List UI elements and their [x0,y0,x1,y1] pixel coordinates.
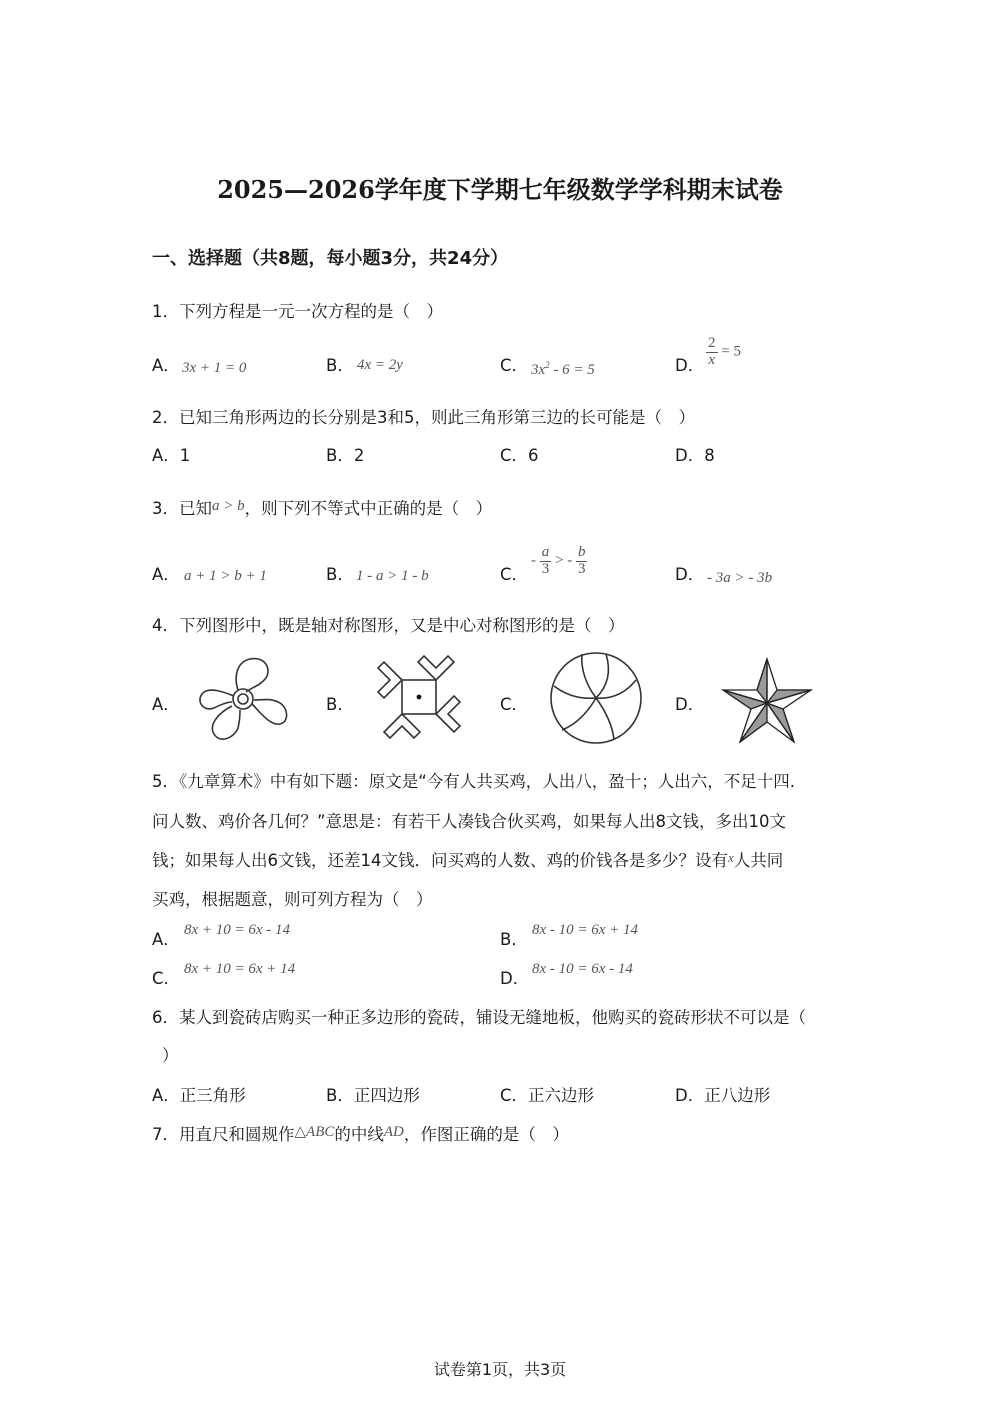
question-5-line-3 [152,847,783,871]
page-title: 2025—2026学年度下学期七年级数学学科期末试卷 [217,175,783,204]
question-7-stem [152,1121,569,1145]
q3-stem-math: a > b [212,498,245,514]
q4-option-a: A． [152,695,180,714]
question-6-line-1: 6．某人到瓷砖店购买一种正多边形的瓷砖，铺设无缝地板，他购买的瓷砖形状不可以是（ [152,1008,806,1027]
q1-d-rest: = 5 [721,343,741,360]
five-point-star-figure [720,656,814,746]
q2-option-d: D．8 [675,446,715,465]
question-5-line-1: 5．《九章算术》中有如下题：原文是“今有人共买鸡，人出八，盈十；人出六，不足十四. [152,772,796,791]
q6-option-c: C．正六边形 [500,1086,595,1105]
q1-option-d [706,336,741,369]
pinwheel-circle-figure [548,650,644,746]
q1-option-b-label: B． [326,356,354,375]
q5-line3-post: 人共同 [733,851,784,870]
q1-option-d-label: D． [675,356,705,375]
q5-variable: x [728,850,734,865]
q7-median: AD [383,1124,404,1140]
section-header: 一、选择题（共8题，每小题3分，共24分） [152,248,509,269]
q1-c-base: 3x [531,362,546,378]
question-6-line-2: ） [162,1046,179,1065]
q3-c-den2: 3 [577,560,586,577]
q1-c-rest: - 6 = 5 [549,362,595,378]
q3-option-a-label: A． [152,565,180,584]
propeller-figure [194,656,290,742]
q2-option-b: B．2 [326,446,365,465]
q1-d-denominator: x [708,351,716,368]
q7-mid: 的中线 [334,1125,384,1144]
q3-c-num2: b [577,544,586,560]
q5-option-d: 8x - 10 = 6x - 14 [532,961,633,977]
q5-option-a: 8x + 10 = 6x - 14 [184,922,291,938]
q5-option-b-label: B． [500,930,528,949]
q1-option-c [531,360,595,379]
question-5-line-2: 问人数、鸡价各几何？”意思是：有若干人凑钱合伙买鸡，如果每人出8文钱，多出10文 [152,812,787,831]
q3-option-c-label: C． [500,565,529,584]
q1-option-a: 3x + 1 = 0 [182,360,247,376]
q4-option-d: D． [675,695,705,714]
q5-line3-pre: 钱；如果每人出6文钱，还差14文钱．问买鸡的人数、鸡的价钱各是多少？设有 [152,851,728,870]
q1-option-b: 4x = 2y [357,357,403,373]
q5-option-a-label: A． [152,930,180,949]
q2-option-a: A．1 [152,446,191,465]
q7-triangle: △ABC [294,1124,335,1140]
q3-c-num1: a [541,544,550,560]
q6-option-d: D．正八边形 [675,1086,771,1105]
q1-c-exponent: 2 [545,360,550,370]
question-3-stem [152,495,492,519]
q2-option-c: C．6 [500,446,539,465]
q3-option-a: a + 1 > b + 1 [184,568,267,584]
q5-option-c: 8x + 10 = 6x + 14 [184,961,296,977]
q4-option-c: C． [500,695,529,714]
q3-option-b-label: B． [326,565,354,584]
q3-stem-pre: 3．已知 [152,499,212,518]
q1-option-c-label: C． [500,356,529,375]
q4-option-b: B． [326,695,354,714]
q7-pre: 7．用直尺和圆规作 [152,1125,295,1144]
q6-option-b: B．正四边形 [326,1086,420,1105]
q3-option-d-label: D． [675,565,705,584]
q3-c-den1: 3 [541,560,550,577]
q3-option-b: 1 - a > 1 - b [356,568,429,584]
q1-option-a-label: A． [152,356,180,375]
q5-option-d-label: D． [500,969,530,988]
q3-stem-post: ，则下列不等式中正确的是（ ） [244,499,493,518]
square-cross-figure [374,652,464,742]
question-5-line-4: 买鸡，根据题意，则可列方程为（ ） [152,890,433,909]
q6-option-a: A．正三角形 [152,1086,246,1105]
question-2-stem: 2．已知三角形两边的长分别是3和5，则此三角形第三边的长可能是（ ） [152,408,695,427]
question-4-stem: 4．下列图形中，既是轴对称图形，又是中心对称图形的是（ ） [152,616,625,635]
q1-d-numerator: 2 [708,335,716,351]
page-footer: 试卷第1页，共3页 [433,1360,567,1379]
question-1-stem: 1．下列方程是一元一次方程的是（ ） [152,302,443,321]
q3-option-d: - 3a > - 3b [707,570,773,586]
q3-option-c: - $\frac{a}{3}$ > - $\frac{b}{3}$ [531,544,586,577]
q5-option-c-label: C． [152,969,181,988]
q7-post: ，作图正确的是（ ） [403,1125,569,1144]
q5-option-b: 8x - 10 = 6x + 14 [532,922,639,938]
